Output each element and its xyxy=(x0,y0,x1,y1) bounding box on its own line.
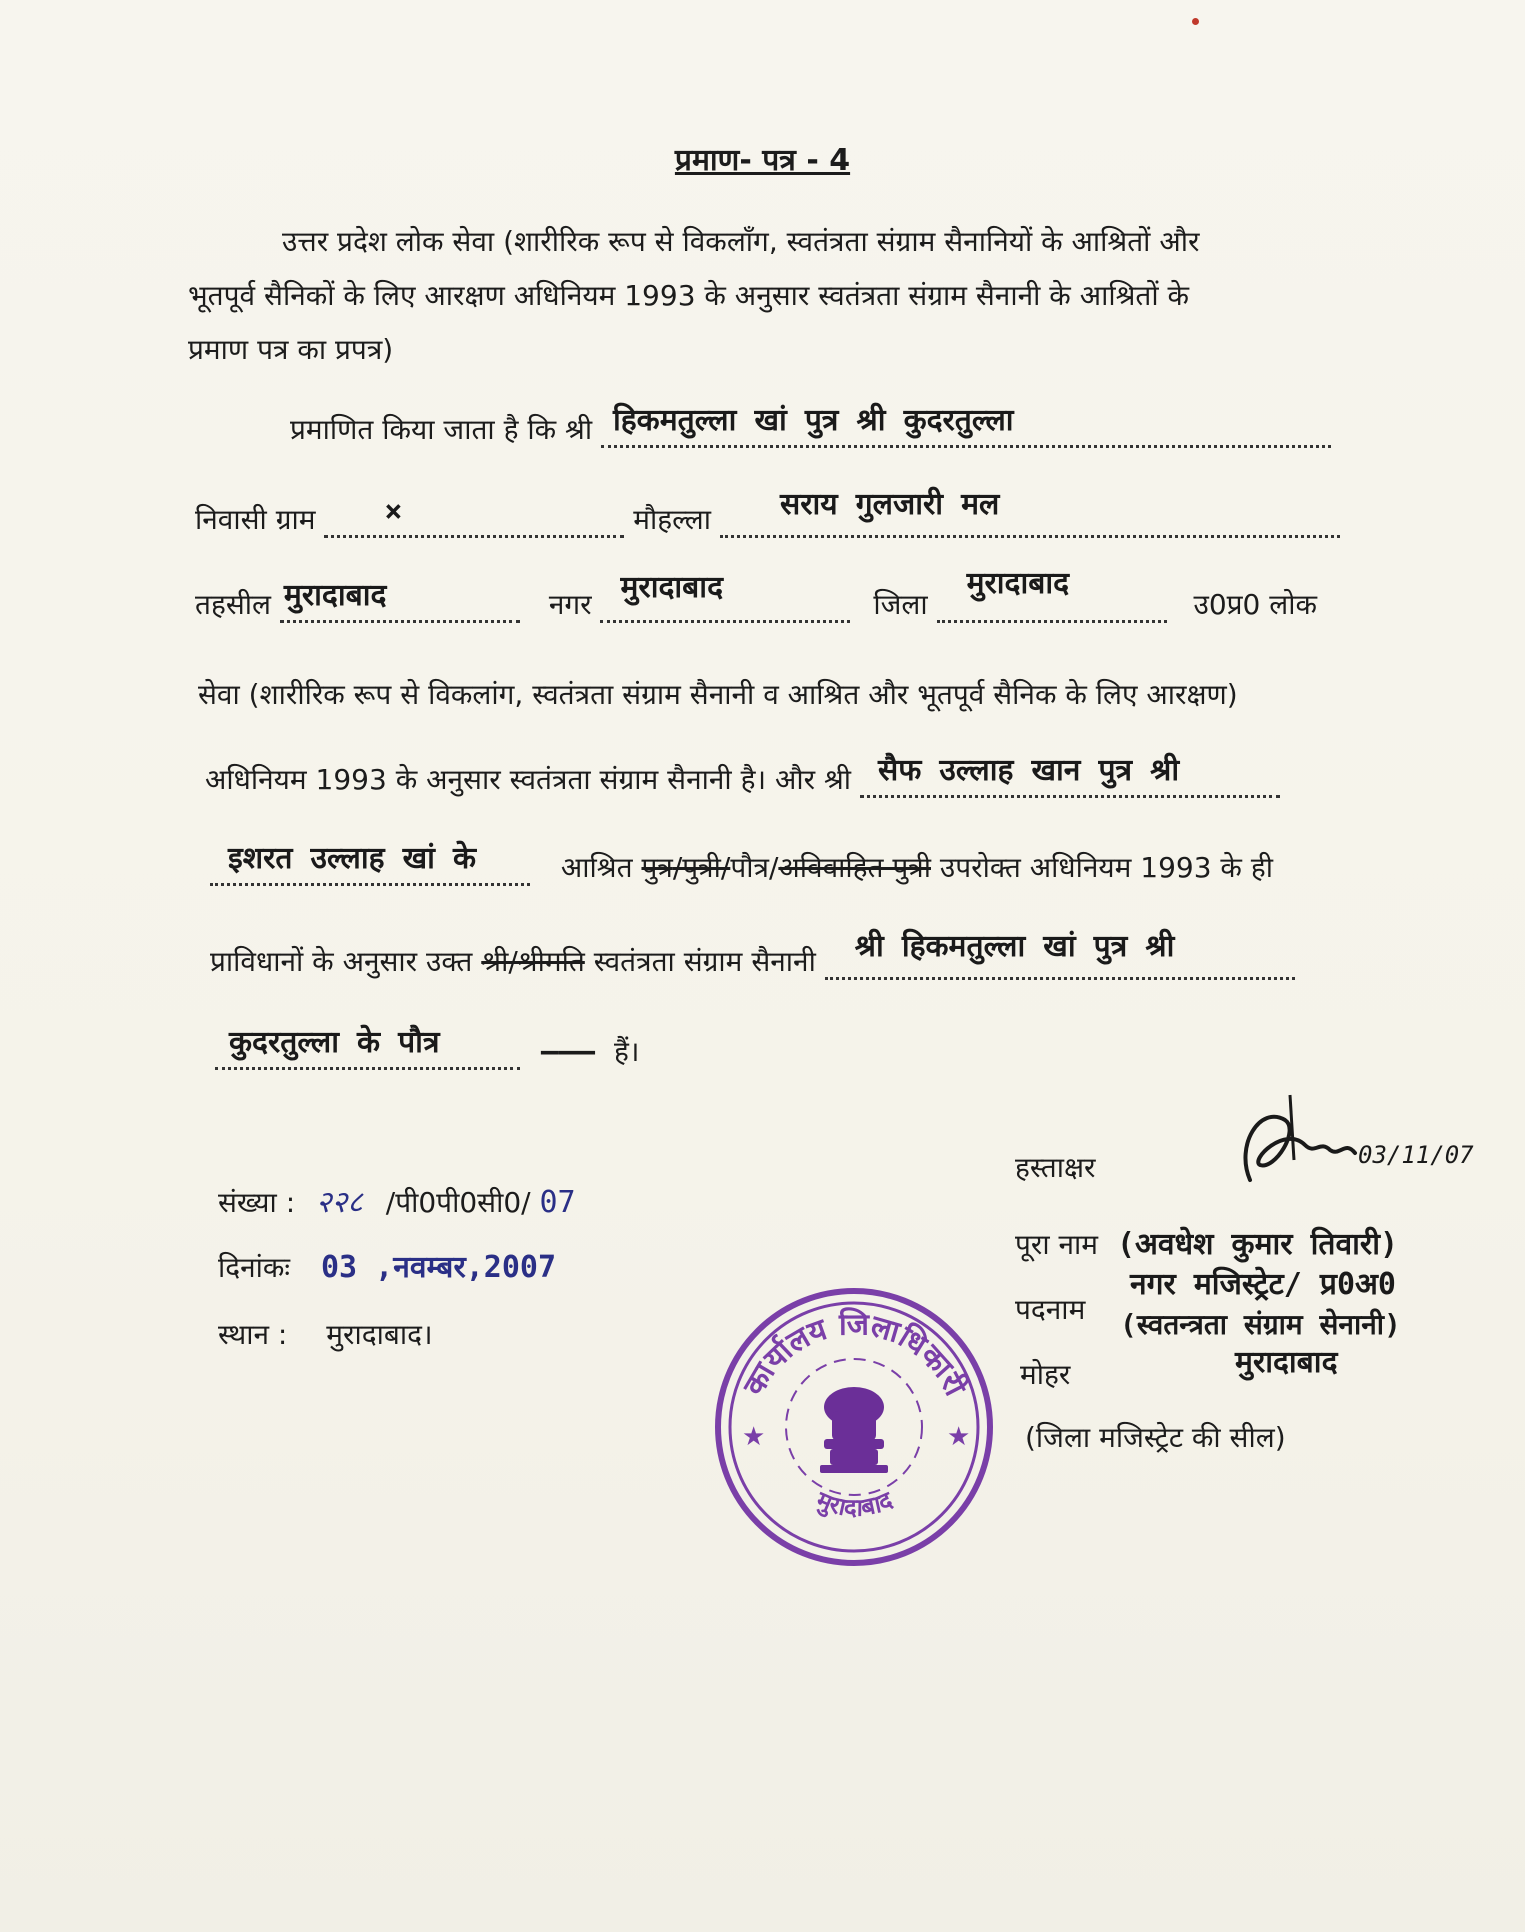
up-lok: उ0प्र0 लोक xyxy=(1193,588,1318,621)
mohalla-field xyxy=(720,487,1340,538)
sankhya-code: /पी0पी0सी0/ xyxy=(385,1186,531,1219)
mohalla-value: सराय गुलजारी मल xyxy=(779,487,1000,522)
ashrit-suffix: उपरोक्त अधिनियम 1993 के ही xyxy=(939,851,1273,884)
hastakshar-label: हस्ताक्षर xyxy=(1015,1151,1096,1184)
certification-line xyxy=(290,403,1331,448)
purnaam-value: (अवधेश कुमार तिवारी) xyxy=(1116,1227,1399,1262)
mohar-value: मुरादाबाद xyxy=(1235,1345,1338,1380)
cert-name-field xyxy=(601,403,1331,448)
dinank-value: 03 ,नवम्बर,2007 xyxy=(320,1250,557,1285)
final-field xyxy=(215,1025,520,1070)
dinank-line xyxy=(218,1245,556,1286)
nagar-label: नगर xyxy=(548,588,592,621)
nagar-value: मुरादाबाद xyxy=(620,570,723,605)
saif-value: सैफ उल्लाह खान पुत्र श्री xyxy=(877,753,1180,788)
padnaam-value-1: नगर मजिस्ट्रेट/ प्र0अ0 xyxy=(1130,1267,1396,1302)
emblem-icon xyxy=(820,1387,888,1473)
final-dash: ——— xyxy=(540,1034,596,1069)
seal-note: (जिला मजिस्ट्रेट की सील) xyxy=(1025,1421,1286,1454)
intro-line-2: भूतपूर्व सैनिकों के लिए आरक्षण अधिनियम 1993 के अनुसार स्वतंत्रता संग्राम सैनानी के आश्रितों के xyxy=(188,279,1190,312)
final-line xyxy=(215,1025,640,1070)
ashrit-line xyxy=(210,841,1273,886)
ashrit-option-avivahit: अविवाहित पुत्री xyxy=(778,851,931,884)
mohalla-label: मौहल्ला xyxy=(633,503,712,536)
seal-bottom-text: मुरादाबाद xyxy=(812,1485,897,1522)
village-line xyxy=(195,487,1340,538)
nagar-field xyxy=(600,570,850,623)
svg-text:मुरादाबाद xyxy=(811,1485,897,1521)
jila-value: मुरादाबाद xyxy=(966,566,1070,601)
cert-prefix: प्रमाणित किया जाता है कि श्री xyxy=(290,413,593,446)
village-value: × xyxy=(384,494,403,529)
sthan-value: मुरादाबाद। xyxy=(326,1318,433,1351)
district-office-seal xyxy=(712,1285,997,1570)
intro-line-3: प्रमाण पत्र का प्रपत्र) xyxy=(188,333,394,366)
village-label: निवासी ग्राम xyxy=(195,503,316,536)
pravidhan-mid: स्वतंत्रता संग्राम सैनानी xyxy=(593,945,816,978)
sankhya-hand: २२८ xyxy=(316,1185,363,1220)
tehsil-value: मुरादाबाद xyxy=(283,578,387,613)
sankhya-line xyxy=(218,1180,576,1221)
tehsil-field xyxy=(280,578,520,623)
cert-name-value: हिकमतुल्ला खां पुत्र श्री कुदरतुल्ला xyxy=(612,403,1014,438)
purnaam-line xyxy=(1015,1222,1398,1263)
israt-value: इशरत उल्लाह खां के xyxy=(228,841,477,876)
sankhya-year: 07 xyxy=(539,1185,576,1220)
ink-mark xyxy=(1192,18,1199,25)
mohar-label: मोहर xyxy=(1020,1358,1071,1391)
pravidhan-struck: श्री/श्रीमति xyxy=(481,945,585,978)
intro-line-1: उत्तर प्रदेश लोक सेवा (शारीरिक रूप से विकलाँग, स्वतंत्रता संग्राम सैनानियों के आश्रितों और xyxy=(282,225,1200,258)
ashrit-prefix: आश्रित xyxy=(560,851,633,884)
jila-label: जिला xyxy=(873,588,928,621)
tehsil-label: तहसील xyxy=(195,588,271,621)
pravidhan-value: श्री हिकमतुल्ला खां पुत्र श्री xyxy=(854,929,1175,964)
pravidhan-prefix: प्राविधानों के अनुसार उक्त xyxy=(210,945,473,978)
tehsil-line xyxy=(195,566,1318,623)
saif-field xyxy=(860,753,1280,798)
ashrit-option-pautra: पौत्र/ xyxy=(730,851,779,884)
adhiniyam-text: अधिनियम 1993 के अनुसार स्वतंत्रता संग्राम सैनानी है। और श्री xyxy=(205,763,852,796)
seal-star-left: ★ xyxy=(742,1422,766,1452)
final-suffix: हैं। xyxy=(614,1035,640,1068)
seal-star-right: ★ xyxy=(947,1422,971,1452)
padnaam-label: पदनाम xyxy=(1015,1293,1086,1326)
pravidhan-line xyxy=(210,929,1295,980)
sthan-label: स्थान : xyxy=(218,1318,288,1351)
ashrit-option-putra: पुत्र xyxy=(641,851,673,884)
israt-field xyxy=(210,841,530,886)
pravidhan-field xyxy=(825,929,1295,980)
purnaam-label: पूरा नाम xyxy=(1015,1228,1099,1261)
adhiniyam-line xyxy=(205,753,1280,798)
ashrit-option-putri: /पुत्री/ xyxy=(672,851,731,884)
dinank-label: दिनांकः xyxy=(218,1251,291,1284)
signature-date: 03/11/07 xyxy=(1358,1141,1474,1169)
signature xyxy=(1230,1085,1474,1195)
seal-top-text: कार्यालय जिलाधिकारी xyxy=(736,1307,973,1402)
jila-field xyxy=(937,566,1167,623)
final-value: कुदरतुल्ला के पौत्र xyxy=(229,1025,440,1060)
sthan-line xyxy=(218,1315,433,1353)
village-field xyxy=(324,494,624,538)
seva-line: सेवा (शारीरिक रूप से विकलांग, स्वतंत्रता संग्राम सैनानी व आश्रित और भूतपूर्व सैनिक के लिए आरक्षण) xyxy=(198,678,1238,711)
padnaam-value-2: (स्वतन्त्रता संग्राम सेनानी) xyxy=(1120,1308,1401,1341)
certificate-title: प्रमाण- पत्र - 4 xyxy=(674,143,851,178)
sankhya-label: संख्या : xyxy=(218,1186,296,1219)
